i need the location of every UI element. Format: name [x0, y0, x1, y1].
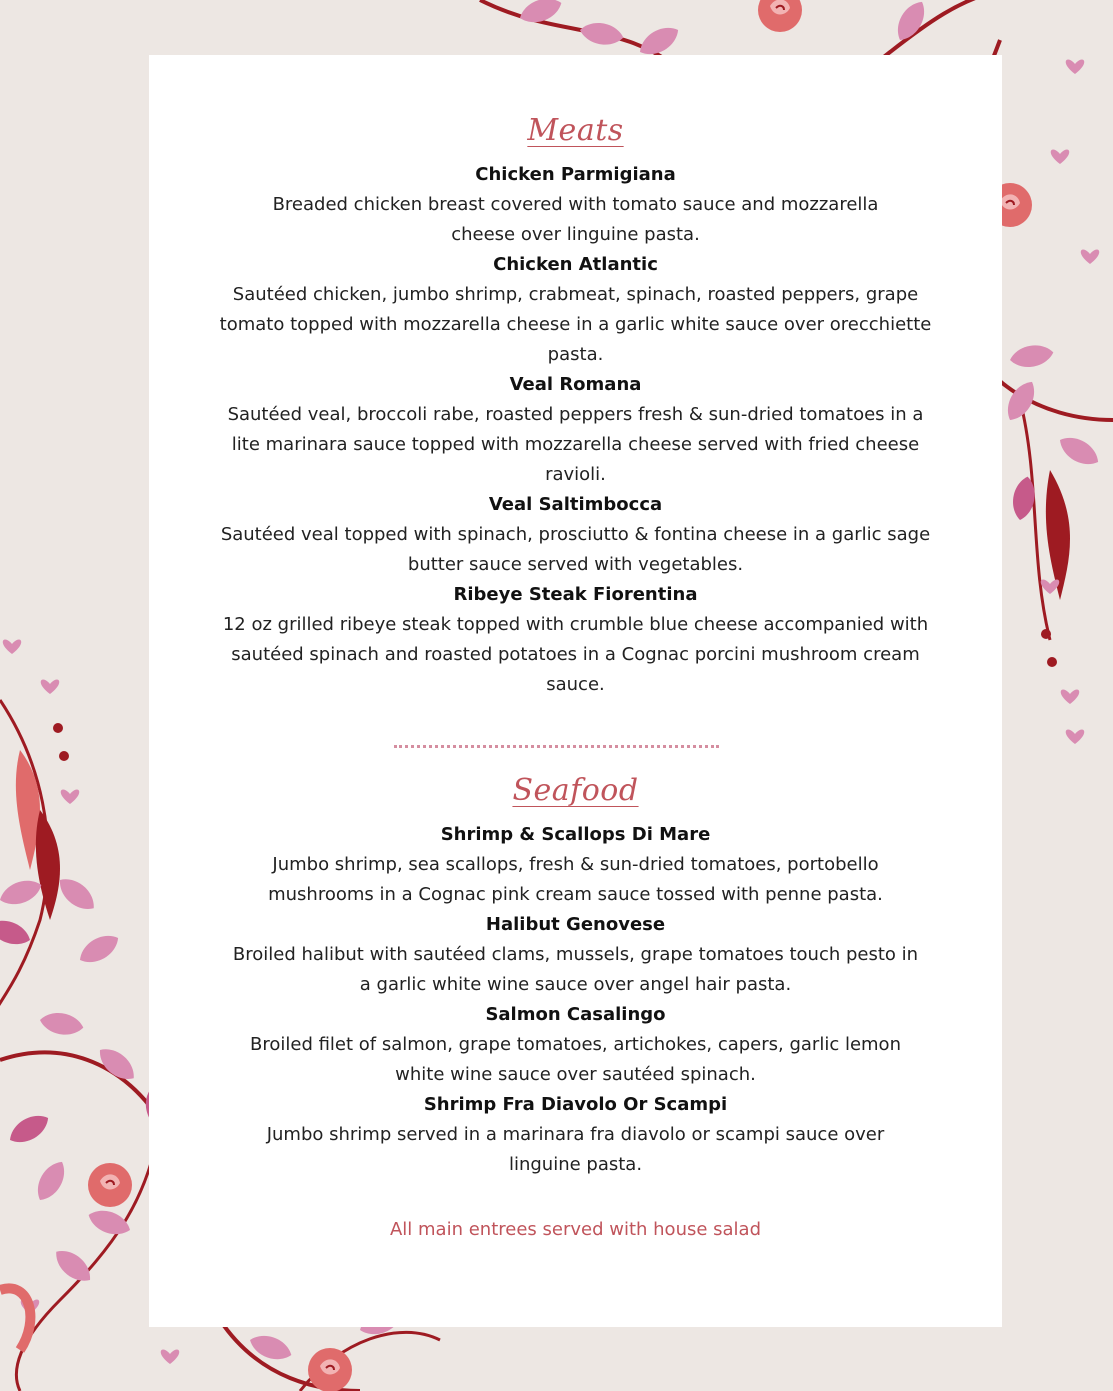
menu-item: [149, 370, 1002, 490]
dish-description: Sautéed veal, broccoli rabe, roasted peppers fresh & sun-dried tomatoes in a lite marinara sauce topped with mozzarella cheese served with fried cheese ravioli.: [227, 404, 924, 485]
vine-right-mid: [1001, 377, 1103, 744]
menu-item: [149, 490, 1002, 580]
dish-name: Veal Romana: [509, 374, 642, 395]
vine-left: [0, 639, 123, 1020]
menu-item: [149, 160, 1002, 250]
section-title: Seafood: [512, 773, 639, 808]
dish-description: Breaded chicken breast covered with tomato sauce and mozzarella cheese over linguine pasta.: [272, 194, 879, 245]
dish-description: Broiled halibut with sautéed clams, mussels, grape tomatoes touch pesto in a garlic white wine sauce over angel hair pasta.: [232, 944, 919, 995]
dish-name: Ribeye Steak Fiorentina: [453, 584, 698, 605]
menu-item: [149, 1000, 1002, 1090]
dish-name: Shrimp & Scallops Di Mare: [440, 824, 711, 845]
dish-name: Chicken Atlantic: [493, 254, 658, 275]
dish-description: 12 oz grilled ribeye steak topped with crumble blue cheese accompanied with sautéed spinach and roasted potatoes in a Cognac porcini mushroom cream sauce.: [222, 614, 929, 695]
menu-item: [149, 910, 1002, 1000]
dish-name: Halibut Genovese: [485, 914, 666, 935]
dish-description: Jumbo shrimp served in a marinara fra diavolo or scampi sauce over linguine pasta.: [266, 1124, 885, 1175]
dish-description: Broiled filet of salmon, grape tomatoes, artichokes, capers, garlic lemon white wine sauce over sautéed spinach.: [250, 1034, 901, 1085]
section-divider: [394, 745, 719, 748]
menu-item: [149, 820, 1002, 910]
section-seafood: [149, 773, 1002, 1180]
menu-card: [149, 55, 1002, 1327]
section-title: Meats: [527, 113, 624, 148]
menu-item: [149, 250, 1002, 370]
dish-description: Sautéed chicken, jumbo shrimp, crabmeat, spinach, roasted peppers, grape tomato topped with mozzarella cheese in a garlic white sauce over orecchiette pasta.: [219, 284, 932, 365]
section-meats: [149, 113, 1002, 700]
dish-name: Salmon Casalingo: [485, 1004, 666, 1025]
dish-name: Shrimp Fra Diavolo Or Scampi: [423, 1094, 728, 1115]
dish-name: Chicken Parmigiana: [475, 164, 676, 185]
footer-note: All main entrees served with house salad: [389, 1219, 762, 1240]
dish-description: Jumbo shrimp, sea scallops, fresh & sun-dried tomatoes, portobello mushrooms in a Cognac pink cream sauce tossed with penne pasta.: [268, 854, 883, 905]
menu-item: [149, 1090, 1002, 1180]
dish-name: Veal Saltimbocca: [488, 494, 663, 515]
dish-description: Sautéed veal topped with spinach, prosciutto & fontina cheese in a garlic sage butter sauce served with vegetables.: [220, 524, 931, 575]
menu-item: [149, 580, 1002, 700]
